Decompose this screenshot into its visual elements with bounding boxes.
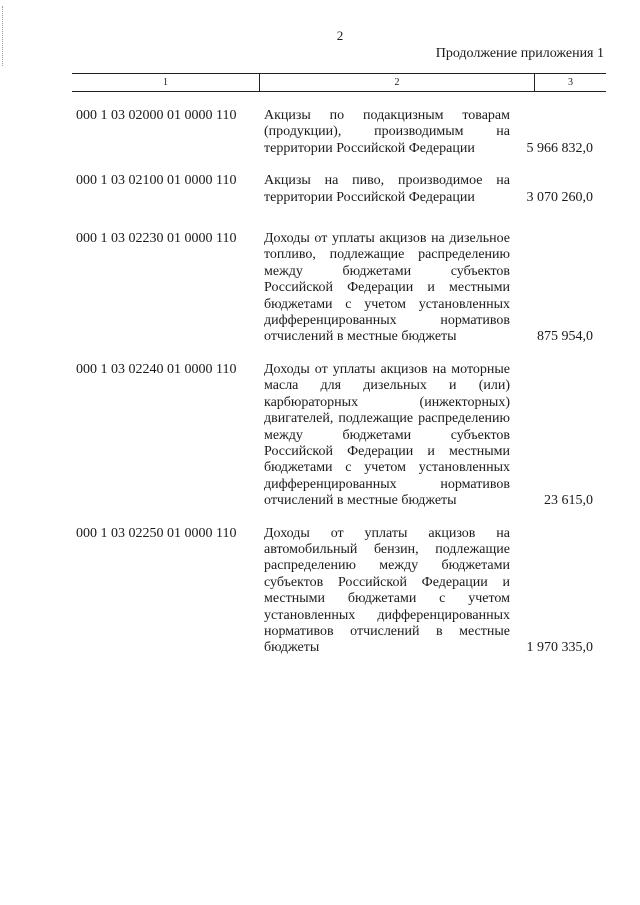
table-row (72, 231, 606, 346)
row-amount: 3 070 260,0 (526, 189, 593, 205)
row-description: Акцизы на пиво, производимое на территории Российской Федерации (264, 173, 510, 205)
row-amount: 23 615,0 (544, 493, 593, 509)
row-description: Акцизы по подакцизным товарам (продукции), производимым на территории Российской Федерации (264, 108, 510, 156)
row-code: 000 1 03 02000 01 0000 110 (76, 108, 237, 123)
row-description: Доходы от уплаты акцизов на автомобильный бензин, подлежащие распределению между бюджетами субъектов Российской Федерации и местными бюджетами с учетом установленных дифференцированных нормативов отчислений в местные бюджеты (264, 525, 510, 656)
table-row (72, 526, 606, 657)
row-amount: 875 954,0 (537, 329, 593, 345)
row-code: 000 1 03 02250 01 0000 110 (76, 525, 237, 541)
row-description: Доходы от уплаты акцизов на моторные масла для дизельных и (или) карбюраторных (инжекторных) двигателей, подлежащие распределению между бюджетами субъектов Российской Федерации и местными бюджетами с учетом установленных дифференцированных нормативов отчислений в местные бюджеты (264, 361, 510, 509)
appendix-continuation-label: Продолжение приложения 1 (435, 46, 604, 61)
row-amount: 1 970 335,0 (526, 640, 593, 656)
column-header-code: 1 (72, 74, 260, 91)
income-table (72, 73, 606, 657)
table-row (72, 173, 606, 206)
row-code: 000 1 03 02230 01 0000 110 (76, 231, 237, 247)
column-header-amount: 3 (568, 77, 573, 88)
row-amount: 5 966 832,0 (526, 140, 593, 156)
table-row (72, 362, 606, 510)
page-number: 2 (336, 28, 344, 43)
table-header-row (72, 73, 606, 92)
column-header-description: 2 (260, 74, 535, 91)
row-code: 000 1 03 02240 01 0000 110 (76, 361, 237, 377)
row-description: Доходы от уплаты акцизов на дизельное топливо, подлежащие распределению между бюджетами субъектов Российской Федерации и местными бюджетами с учетом установленных дифференцированных нормативов отчислений в местные бюджеты (264, 231, 510, 345)
row-code: 000 1 03 02100 01 0000 110 (76, 173, 237, 189)
table-row (72, 108, 606, 157)
